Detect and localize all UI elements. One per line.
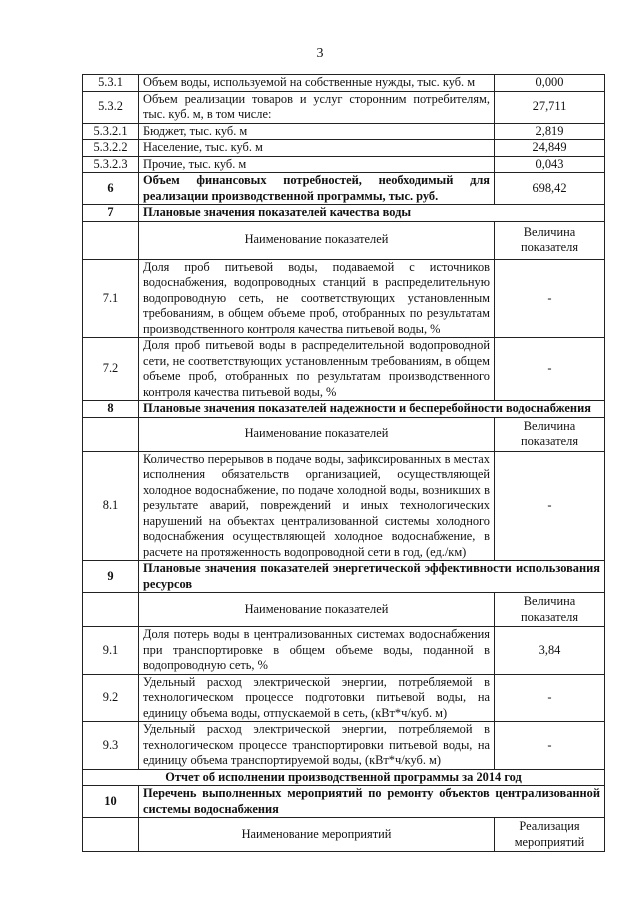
row-description: Доля проб питьевой воды в распределительной водопроводной сети, не соответствующих установленным требованиям, в общем объеме проб, отобранных по результатам производственного контроля качества питьевой воды, % (139, 338, 495, 401)
row-description: Удельный расход электрической энергии, потребляемой в технологическом процессе подготовки питьевой воды, на единицу объема воды, отпускаемой в сеть, (кВт*ч/куб. м) (139, 674, 495, 722)
row-description: Объем воды, используемой на собственные нужды, тыс. куб. м (139, 75, 495, 92)
column-header-name: Наименование показателей (139, 417, 495, 451)
table-row (83, 627, 605, 675)
row-description: Объем реализации товаров и услуг сторонним потребителям, тыс. куб. м, в том числе: (139, 91, 495, 123)
table-row (83, 338, 605, 401)
column-header-value: Величина показателя (495, 221, 605, 259)
row-value: - (495, 338, 605, 401)
row-value: 27,711 (495, 91, 605, 123)
column-header-name: Наименование показателей (139, 221, 495, 259)
section-header-9 (83, 561, 605, 593)
table-row (83, 123, 605, 140)
column-header-row (83, 417, 605, 451)
row-value: 698,42 (495, 173, 605, 205)
row-description: Доля потерь воды в централизованных системах водоснабжения при транспортировке в общем объеме воды, поданной в водопроводную сеть, % (139, 627, 495, 675)
report-title: Отчет об исполнении производственной программы за 2014 год (83, 769, 605, 786)
table-row (83, 259, 605, 338)
table-row (83, 722, 605, 770)
section-title: Плановые значения показателей энергетической эффективности использования ресурсов (139, 561, 605, 593)
row-number: 9.3 (83, 722, 139, 770)
section-header-10 (83, 786, 605, 818)
table-row (83, 451, 605, 561)
row-value: 3,84 (495, 627, 605, 675)
column-header-row (83, 593, 605, 627)
table-row (83, 173, 605, 205)
row-value: - (495, 259, 605, 338)
section-header-8 (83, 401, 605, 418)
section-number: 8 (83, 401, 139, 418)
row-number: 5.3.2.3 (83, 156, 139, 173)
table-row (83, 75, 605, 92)
row-value: 2,819 (495, 123, 605, 140)
section-header-7 (83, 205, 605, 222)
row-number: 8.1 (83, 451, 139, 561)
row-value: 0,000 (495, 75, 605, 92)
column-header-value: Реализация мероприятий (495, 818, 605, 852)
column-header-row (83, 818, 605, 852)
row-value: 24,849 (495, 140, 605, 157)
row-number: 7.2 (83, 338, 139, 401)
section-number: 10 (83, 786, 139, 818)
row-description: Бюджет, тыс. куб. м (139, 123, 495, 140)
row-number: 7.1 (83, 259, 139, 338)
section-title: Плановые значения показателей качества воды (139, 205, 605, 222)
row-number: 5.3.2.2 (83, 140, 139, 157)
column-header-value: Величина показателя (495, 593, 605, 627)
row-number: 5.3.2.1 (83, 123, 139, 140)
row-number: 9.1 (83, 627, 139, 675)
row-description: Объем финансовых потребностей, необходимый для реализации производственной программы, тыс. руб. (139, 173, 495, 205)
row-number: 5.3.2 (83, 91, 139, 123)
column-header-name: Наименование мероприятий (139, 818, 495, 852)
section-number: 9 (83, 561, 139, 593)
column-header-name: Наименование показателей (139, 593, 495, 627)
row-value: - (495, 451, 605, 561)
row-description: Удельный расход электрической энергии, потребляемой в технологическом процессе транспортировки питьевой воды, на единицу объема транспортируемой воды, (кВт*ч/куб. м) (139, 722, 495, 770)
row-number: 5.3.1 (83, 75, 139, 92)
row-description: Количество перерывов в подаче воды, зафиксированных в местах исполнения обязательств организацией, осуществляющей холодное водоснабжение, по подаче холодной воды, возникших в результате аварий, повреждений и иных технологических нарушений на объектах централизованной системы холодного водоснабжения осуществляющей холодное водоснабжение, в расчете на протяженность водопроводной сети в год, (ед./км) (139, 451, 495, 561)
table-row (83, 91, 605, 123)
row-value: - (495, 674, 605, 722)
row-description: Население, тыс. куб. м (139, 140, 495, 157)
column-header-row (83, 221, 605, 259)
row-value: 0,043 (495, 156, 605, 173)
table-row (83, 156, 605, 173)
page-number: 3 (316, 46, 324, 61)
row-description: Доля проб питьевой воды, подаваемой с источников водоснабжения, водопроводных станций в распределительную водопроводную сеть, не соответствующих установленным требованиям, в общем объеме проб, отобранных по результатам производственного контроля качества питьевой воды, % (139, 259, 495, 338)
report-title-row (83, 769, 605, 786)
row-number: 9.2 (83, 674, 139, 722)
section-title: Перечень выполненных мероприятий по ремонту объектов централизованной системы водоснабжения (139, 786, 605, 818)
row-value: - (495, 722, 605, 770)
section-number: 7 (83, 205, 139, 222)
row-description: Прочие, тыс. куб. м (139, 156, 495, 173)
row-number: 6 (83, 173, 139, 205)
column-header-value: Величина показателя (495, 417, 605, 451)
production-program-table (82, 74, 605, 852)
table-row (83, 140, 605, 157)
section-title: Плановые значения показателей надежности и бесперебойности водоснабжения (139, 401, 605, 418)
table-row (83, 674, 605, 722)
